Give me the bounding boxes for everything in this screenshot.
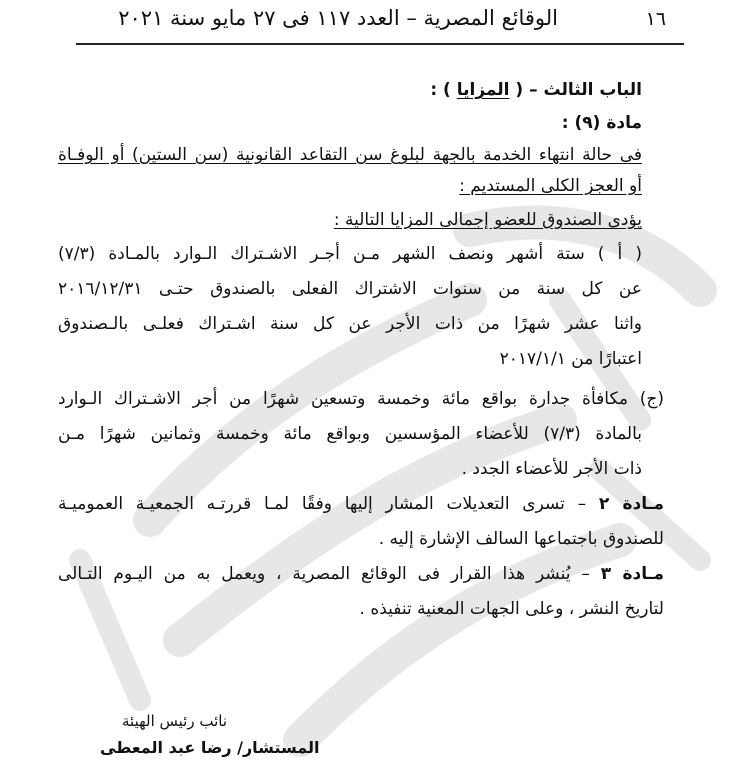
item-a-line-1: ( أ ) ستة أشهر ونصف الشهر مـن أجـر الاشـتراك الـوارد بالمـادة (٧/٣)	[58, 244, 642, 264]
article-2-label: مـادة ٢	[598, 494, 664, 514]
header-divider	[76, 43, 684, 45]
article-9-heading: مادة (٩) :	[561, 113, 642, 133]
article-3-line-2: لتاريخ النشر ، وعلى الجهات المعنية تنفيذه .	[359, 599, 664, 619]
item-c-line-1: (ج) مكافأة جدارة بواقع مائة وخمسة وتسعين شهرًا من أجر الاشـتراك الـوارد	[58, 389, 664, 409]
intro-line-2: أو العجز الكلى المستديم :	[459, 176, 642, 196]
chapter-heading	[430, 80, 642, 100]
item-a-line-4: اعتبارًا من ٢٠١٧/١/١	[499, 349, 642, 369]
intro-line-1: فى حالة انتهاء الخدمة بالجهة لبلوغ سن التقاعد القانونية (سن الستين) أو الوفـاة	[58, 145, 642, 165]
article-2-text: – تسرى التعديلات المشار إليها وفقًا لمـا قررتـه الجمعيـة العموميـة	[58, 494, 599, 514]
fund-pays-line: يؤدى الصندوق للعضو إجمالى المزايا التالية :	[333, 210, 642, 230]
article-3-label: مـادة ٣	[600, 564, 664, 584]
chapter-prefix: الباب الثالث – (	[509, 80, 642, 100]
article-3-text: – يُنشر هذا القرار فى الوقائع المصرية ، ويعمل به من اليـوم التـالى	[58, 564, 601, 584]
signature-title: نائب رئيس الهيئة	[122, 712, 227, 730]
item-c-line-2: بالمادة (٧/٣) للأعضاء المؤسسين وبواقع مائة وخمسة وثمانين شهرًا مـن	[58, 424, 642, 444]
article-2-line-1	[58, 494, 664, 514]
item-a-line-2: عن كل سنة من سنوات الاشتراك الفعلى بالصندوق حتـى ٢٠١٦/١٢/٣١	[58, 279, 642, 299]
header-title: الوقائع المصرية – العدد ١١٧ فى ٢٧ مايو سنة ٢٠٢١	[118, 6, 558, 30]
chapter-name: المزايا	[456, 80, 510, 100]
signature-name: المستشار/ رضا عبد المعطى	[100, 738, 320, 757]
item-c-line-3: ذات الأجر للأعضاء الجدد .	[461, 459, 642, 479]
item-a-line-3: واثنا عشر شهرًا من ذات الأجر عن كل سنة اشـتراك فعلـى بالـصندوق	[58, 314, 642, 334]
page-number: ١٦	[645, 8, 666, 30]
chapter-suffix: ) :	[430, 80, 457, 100]
article-2-line-2: للصندوق باجتماعها السالف الإشارة إليه .	[378, 529, 664, 549]
article-3-line-1	[58, 564, 664, 584]
